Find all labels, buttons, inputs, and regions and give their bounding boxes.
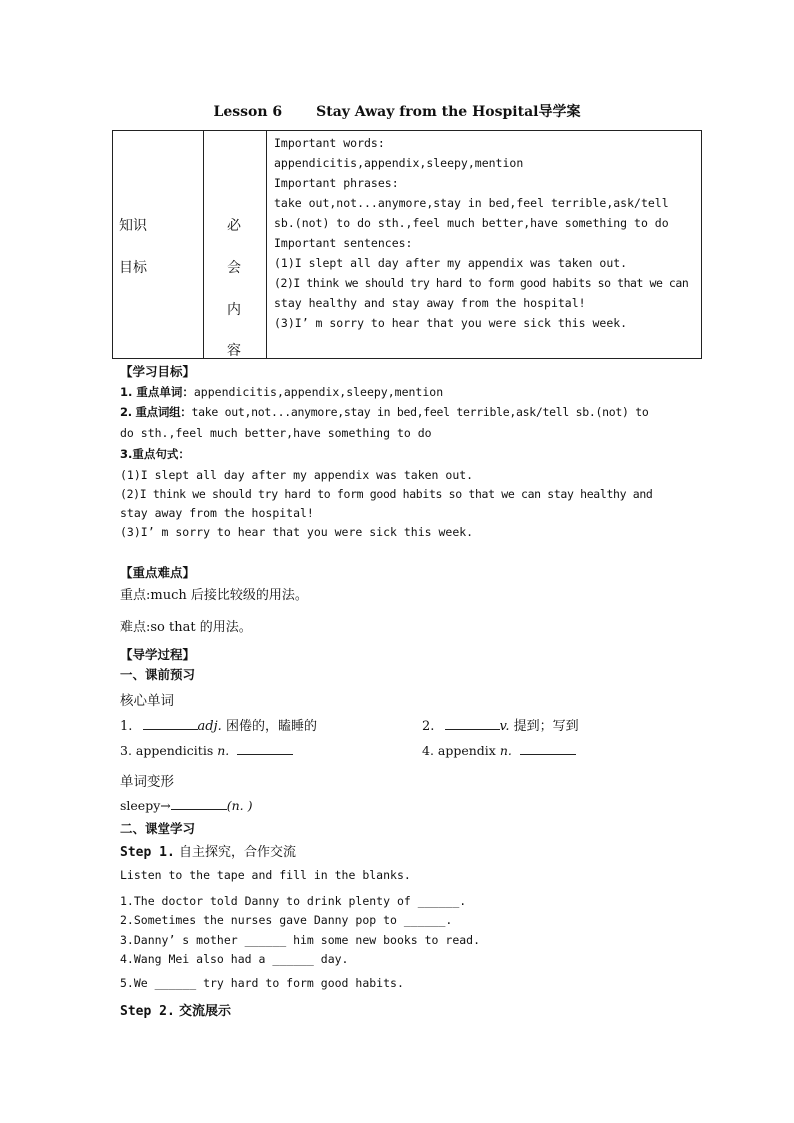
step1-text: 自主探究，合作交流 [178, 845, 296, 860]
col2-char-2: 会 [227, 260, 241, 276]
word-3-pos: n. [217, 743, 230, 758]
goal-words-label: 1. 重点单词： [120, 385, 194, 399]
question-3: 3.Danny’ s mother ______ him some new books to read. [120, 933, 481, 947]
lesson-name: Stay Away from the Hospital导学案 [316, 104, 581, 120]
word-item-3 [120, 742, 293, 758]
word-item-4 [422, 742, 576, 758]
step1-heading [120, 841, 296, 860]
word-2-blank[interactable] [445, 717, 500, 730]
word-item-2 [422, 715, 579, 734]
sleepy-blank[interactable] [171, 797, 227, 810]
goal-words [120, 383, 443, 402]
step2-label: Step 2. [120, 1004, 175, 1019]
word-transform-label: 单词变形 [120, 774, 174, 790]
page-title [0, 101, 794, 121]
question-1: 1.The doctor told Danny to drink plenty of ______. [120, 894, 467, 908]
knowledge-table [112, 130, 702, 359]
table-line: Important sentences: [274, 236, 413, 250]
word-4-pos: n. [499, 743, 512, 758]
table-line: sb.(not) to do sth.,feel much better,have something to do [274, 216, 669, 230]
col2-char-3: 内 [227, 302, 241, 318]
core-words-label: 核心单词 [120, 693, 174, 709]
sleepy-text: sleepy→ [120, 798, 171, 813]
goal-phrases [120, 403, 649, 422]
table-line: stay healthy and stay away from the hospital! [274, 296, 586, 310]
col1-line-1: 知识 [119, 218, 147, 234]
word-4-text: 4. appendix [422, 743, 496, 758]
goal-sentences-label: 3.重点句式： [120, 447, 190, 461]
goal-phrases-cont: do sth.,feel much better,have something to do [120, 426, 432, 440]
step2-heading [120, 1000, 231, 1019]
question-4: 4.Wang Mei also had a ______ day. [120, 952, 349, 966]
key-heading: 【重点难点】 [120, 565, 196, 580]
goal-sentence-2-cont: stay away from the hospital! [120, 506, 314, 520]
col2-char-1: 必 [227, 218, 241, 234]
table-line: Important words: [274, 136, 385, 150]
knowledge-goal-cell [113, 131, 204, 359]
step1-label: Step 1. [120, 845, 175, 860]
part2-heading: 二、课堂学习 [120, 821, 196, 836]
word-4-blank[interactable] [520, 742, 576, 755]
table-line: take out,not...anymore,stay in bed,feel terrible,ask/tell [274, 196, 669, 210]
word-3-blank[interactable] [237, 742, 293, 755]
word-1-number: 1. [120, 719, 133, 734]
key-point: 重点:much 后接比较级的用法。 [120, 588, 308, 603]
goal-sentence-1: (1)I slept all day after my appendix was taken out. [120, 468, 474, 482]
word-2-pos: v. [499, 719, 510, 734]
word-2-definition: 提到；写到 [513, 719, 579, 734]
goal-words-text: appendicitis,appendix,sleepy,mention [193, 385, 444, 399]
must-know-cell [204, 131, 267, 359]
lesson-number: Lesson 6 [213, 104, 283, 120]
table-line: (3)I’ m sorry to hear that you were sick this week. [274, 316, 628, 330]
word-1-blank[interactable] [143, 717, 198, 730]
goal-phrases-text: take out,not...anymore,stay in bed,feel terrible,ask/tell sb.(not) to [191, 405, 649, 419]
word-1-definition: 困倦的，瞌睡的 [225, 719, 317, 734]
col2-char-4: 容 [227, 343, 241, 359]
goals-heading: 【学习目标】 [120, 364, 196, 379]
listen-instruction: Listen to the tape and fill in the blanks. [120, 868, 411, 882]
content-cell [267, 131, 702, 359]
word-transform-item [120, 797, 253, 813]
goal-sentence-3: (3)I’ m sorry to hear that you were sick this week. [120, 525, 474, 539]
key-difficulty: 难点:so that 的用法。 [120, 620, 252, 635]
word-1-pos: adj. [197, 719, 222, 734]
table-line: appendicitis,appendix,sleepy,mention [274, 156, 524, 170]
table-line: (2)I think we should try hard to form good habits so that we can [274, 276, 689, 290]
step2-text: 交流展示 [178, 1004, 231, 1019]
word-2-number: 2. [422, 719, 435, 734]
word-3-text: 3. appendicitis [120, 743, 214, 758]
word-item-1 [120, 715, 317, 734]
sleepy-pos: (n. ) [226, 798, 253, 813]
goal-phrases-label: 2. 重点词组： [120, 405, 192, 419]
process-heading: 【导学过程】 [120, 647, 196, 662]
part1-heading: 一、课前预习 [120, 667, 196, 682]
question-2: 2.Sometimes the nurses gave Danny pop to ______. [120, 913, 453, 927]
col1-line-2: 目标 [119, 260, 147, 276]
question-5: 5.We ______ try hard to form good habits. [120, 976, 404, 990]
table-line: Important phrases: [274, 176, 399, 190]
table-line: (1)I slept all day after my appendix was taken out. [274, 256, 628, 270]
goal-sentence-2: (2)I think we should try hard to form good habits so that we can stay healthy and [120, 487, 653, 501]
